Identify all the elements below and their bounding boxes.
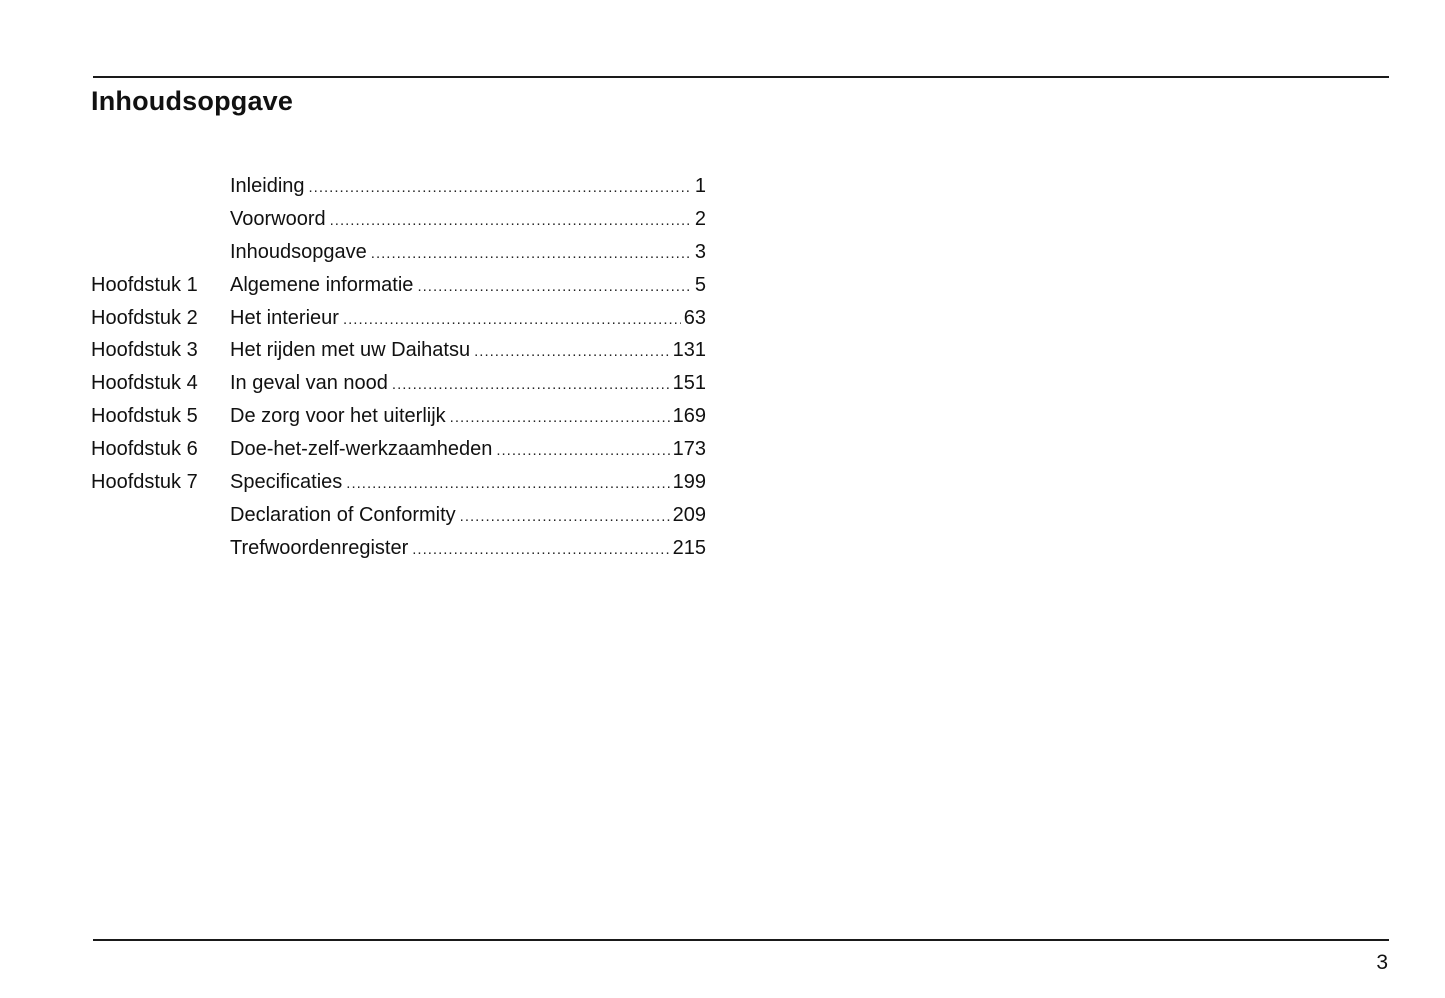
- toc-chapter-label: Hoofdstuk 4: [91, 372, 198, 395]
- toc-chapter-label: Hoofdstuk 5: [91, 405, 198, 428]
- toc-page-number: 3: [694, 240, 706, 263]
- toc-page-number: 63: [683, 306, 706, 329]
- toc-chapter-label: Hoofdstuk 3: [91, 339, 198, 362]
- toc-entry-title: Doe-het-zelf-werkzaamheden: [230, 433, 496, 466]
- toc-page-number: 5: [694, 273, 706, 296]
- dot-leader: [371, 238, 692, 271]
- dot-leader: [460, 501, 670, 534]
- top-rule: [93, 76, 1389, 78]
- toc-entry: [230, 269, 706, 304]
- page-title: Inhoudsopgave: [91, 86, 294, 116]
- toc-entry: [230, 170, 706, 205]
- toc-page-number: 173: [672, 438, 706, 461]
- toc-chapter-label: Hoofdstuk 6: [91, 438, 198, 461]
- dot-leader: [412, 534, 669, 567]
- page-number: 3: [1376, 951, 1388, 974]
- toc-entry: [230, 433, 706, 468]
- toc-row[interactable]: [91, 499, 711, 532]
- toc-row[interactable]: [91, 269, 711, 302]
- toc-row[interactable]: [91, 236, 711, 269]
- toc-entry-title: Inleiding: [230, 170, 309, 203]
- toc-row[interactable]: [91, 532, 711, 565]
- dot-leader: [474, 336, 670, 369]
- toc-entry: [230, 400, 706, 435]
- toc-entry-title: Het interieur: [230, 302, 343, 335]
- toc-page-number: 1: [694, 175, 706, 197]
- toc-chapter-label: Hoofdstuk 7: [91, 471, 198, 494]
- toc-entry: [230, 499, 706, 534]
- toc-entry-title: In geval van nood: [230, 367, 392, 400]
- dot-leader: [330, 205, 692, 238]
- toc-entry-title: Specificaties: [230, 466, 346, 499]
- toc-entry: [230, 334, 706, 369]
- toc-chapter-label: Hoofdstuk 2: [91, 306, 198, 329]
- toc-entry: [230, 302, 706, 337]
- bottom-rule: [93, 939, 1389, 941]
- dot-leader: [450, 402, 670, 435]
- toc-row[interactable]: [91, 400, 711, 433]
- toc-entry: [230, 236, 706, 271]
- toc-entry-title: Het rijden met uw Daihatsu: [230, 334, 474, 367]
- table-of-contents: [91, 170, 711, 565]
- toc-row[interactable]: [91, 170, 711, 203]
- toc-row[interactable]: [91, 466, 711, 499]
- toc-row[interactable]: [91, 433, 711, 466]
- toc-page-number: 215: [672, 536, 706, 559]
- dot-leader: [496, 435, 669, 468]
- toc-row[interactable]: [91, 334, 711, 367]
- dot-leader: [346, 468, 669, 501]
- toc-entry-title: Voorwoord: [230, 203, 330, 236]
- toc-entry: [230, 203, 706, 238]
- toc-page-number: 2: [694, 207, 706, 230]
- toc-row[interactable]: [91, 367, 711, 400]
- toc-page-number: 131: [672, 339, 706, 362]
- toc-entry-title: Trefwoordenregister: [230, 532, 412, 565]
- toc-entry: [230, 466, 706, 501]
- dot-leader: [392, 369, 670, 402]
- toc-entry-title: Declaration of Conformity: [230, 499, 460, 532]
- toc-entry-title: Inhoudsopgave: [230, 236, 371, 269]
- toc-entry-title: De zorg voor het uiterlijk: [230, 400, 450, 433]
- toc-page-number: 209: [672, 503, 706, 526]
- dot-leader: [417, 271, 691, 304]
- toc-entry: [230, 532, 706, 567]
- toc-page-number: 169: [672, 405, 706, 428]
- toc-entry: [230, 367, 706, 402]
- toc-row[interactable]: [91, 203, 711, 236]
- toc-page-number: 151: [672, 372, 706, 395]
- dot-leader: [309, 172, 692, 205]
- toc-entry-title: Algemene informatie: [230, 269, 417, 302]
- toc-page-number: 199: [672, 471, 706, 494]
- toc-row[interactable]: [91, 302, 711, 335]
- dot-leader: [343, 304, 681, 337]
- toc-chapter-label: Hoofdstuk 1: [91, 273, 198, 296]
